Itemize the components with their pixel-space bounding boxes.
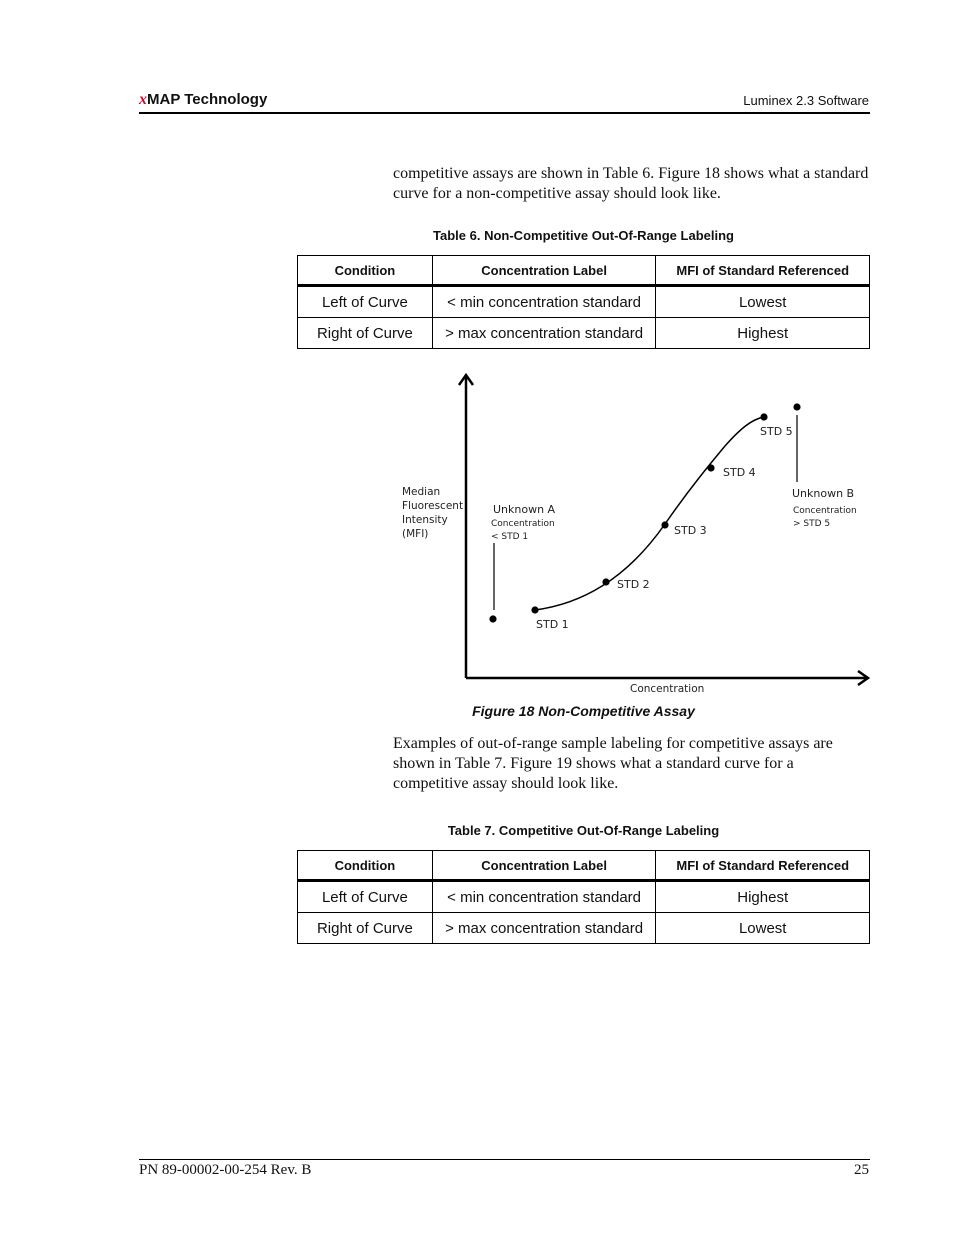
intro-paragraph: competitive assays are shown in Table 6. Figure 18 shows what a standard curve for a non-competitive assay should look like. — [393, 165, 869, 202]
table-header-cell: Concentration Label — [432, 851, 656, 881]
figure18-caption: Figure 18 Non-Competitive Assay — [472, 703, 695, 719]
table-cell: Lowest — [656, 286, 870, 318]
y-axis-label-line: Fluorescent — [402, 500, 464, 512]
table-header-row — [298, 851, 870, 881]
table-header-cell: MFI of Standard Referenced — [656, 851, 870, 881]
y-axis-label-line: Median — [402, 486, 441, 498]
table-cell: > max concentration standard — [432, 913, 656, 944]
std-2-label: STD 2 — [617, 578, 650, 591]
table-cell: < min concentration standard — [432, 881, 656, 913]
std-1-label: STD 1 — [536, 618, 569, 631]
unknown-b-point — [793, 403, 800, 410]
table-row — [298, 881, 870, 913]
header-brand-x: x — [139, 91, 147, 108]
table-cell: Lowest — [656, 913, 870, 944]
unknown-b-title: Unknown B — [792, 487, 855, 500]
table6 — [297, 255, 870, 349]
table-header-cell: MFI of Standard Referenced — [656, 256, 870, 286]
x-axis-label: Concentration — [630, 683, 705, 695]
table-cell: Highest — [656, 881, 870, 913]
header-product: Luminex 2.3 Software — [743, 93, 869, 108]
unknown-a-line2: < STD 1 — [491, 532, 529, 542]
std-5-point — [760, 413, 767, 420]
table-header-row — [298, 256, 870, 286]
unknown-a-title: Unknown A — [493, 503, 556, 516]
y-axis-label-line: Intensity — [402, 514, 448, 526]
table-header-cell: Condition — [298, 256, 433, 286]
standard-curve-figure — [395, 366, 875, 696]
unknown-b-line2: > STD 5 — [793, 519, 831, 529]
table7 — [297, 850, 870, 944]
table-cell: Highest — [656, 318, 870, 349]
table-cell: Left of Curve — [298, 881, 433, 913]
unknown-b-line1: Concentration — [793, 506, 857, 516]
std-1-point — [531, 606, 538, 613]
table-cell: Right of Curve — [298, 318, 433, 349]
std-4-point — [707, 464, 714, 471]
table-cell: > max concentration standard — [432, 318, 656, 349]
unknown-a-line1: Concentration — [491, 519, 555, 529]
unknown-a-point — [489, 615, 496, 622]
std-5-label: STD 5 — [760, 425, 793, 438]
footer-rule — [139, 1159, 870, 1160]
y-axis-label-line: (MFI) — [402, 528, 429, 540]
y-axis-label — [402, 486, 466, 540]
table-header-cell: Condition — [298, 851, 433, 881]
table-row — [298, 286, 870, 318]
std-3-point — [661, 521, 668, 528]
table-row — [298, 913, 870, 944]
std-4-label: STD 4 — [723, 466, 756, 479]
page-number: 25 — [854, 1162, 869, 1178]
table-cell: Right of Curve — [298, 913, 433, 944]
table-cell: < min concentration standard — [432, 286, 656, 318]
table-header-cell: Concentration Label — [432, 256, 656, 286]
table-row — [298, 318, 870, 349]
header-brand-text: MAP Technology — [147, 91, 268, 108]
header-brand — [139, 91, 267, 109]
table-cell: Left of Curve — [298, 286, 433, 318]
std-3-label: STD 3 — [674, 524, 707, 537]
std-2-point — [602, 578, 609, 585]
header-rule — [139, 112, 870, 114]
table7-caption: Table 7. Competitive Out-Of-Range Labeling — [447, 823, 720, 838]
footer-part-number: PN 89-00002-00-254 Rev. B — [139, 1162, 312, 1178]
second-paragraph: Examples of out-of-range sample labeling for competitive assays are shown in Table 7. Figure 19 shows what a standard curve for a competitive assay should look like. — [393, 735, 833, 792]
table6-caption: Table 6. Non-Competitive Out-Of-Range Labeling — [433, 228, 734, 243]
